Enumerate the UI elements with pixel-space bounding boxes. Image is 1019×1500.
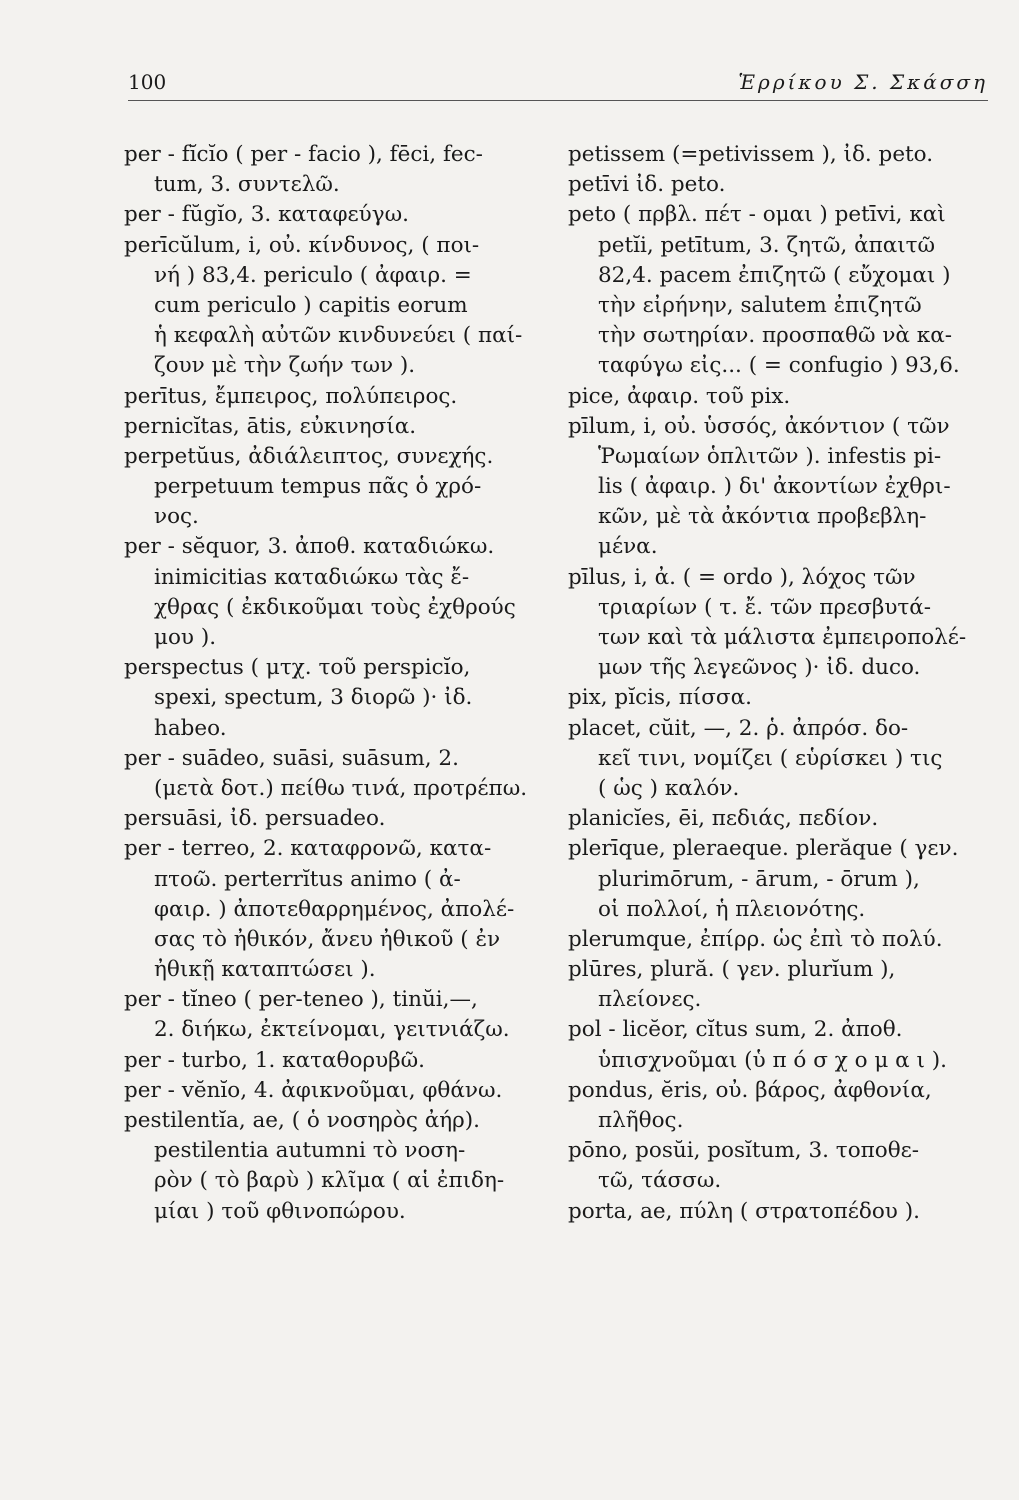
dictionary-line: persuāsi, ἰδ. persuadeo.: [124, 806, 386, 832]
dictionary-line: pestilentia autumni τὸ νοση-: [154, 1138, 466, 1164]
dictionary-line: pīlus, i, ἀ. ( = ordo ), λόχος τῶν: [568, 564, 916, 590]
dictionary-line: tum, 3. συντελῶ.: [154, 172, 340, 198]
dictionary-line: κῶν, μὲ τὰ ἀκόντια προβεβλη-: [598, 504, 927, 530]
dictionary-line: οἱ πολλοί, ἡ πλειονότης.: [598, 896, 866, 922]
page-header: [128, 66, 988, 101]
dictionary-line: per - terreo, 2. καταφρονῶ, κατα-: [124, 836, 492, 862]
dictionary-line: petīvi ἰδ. peto.: [568, 172, 726, 198]
dictionary-line: pix, pĭcis, πίσσα.: [568, 685, 752, 711]
dictionary-line: peto ( πρβλ. πέτ - ομαι ) petīvi, καὶ: [568, 202, 946, 228]
dictionary-line: ταφύγω εἰς... ( = confugio ) 93,6.: [598, 353, 960, 379]
page-number: 100: [128, 70, 167, 94]
dictionary-line: χθρας ( ἐκδικοῦμαι τοὺς ἐχθρούς: [154, 594, 516, 620]
dictionary-line: pice, ἀφαιρ. τοῦ pix.: [568, 383, 791, 409]
dictionary-line: spexi, spectum, 3 διορῶ )· ἰδ.: [154, 685, 473, 711]
dictionary-line: κεῖ τινι, νομίζει ( εὑρίσκει ) τις: [598, 745, 943, 771]
dictionary-line: pestilentĭa, ae, ( ὁ νοσηρὸς ἀήρ).: [124, 1108, 480, 1133]
dictionary-line: μου ).: [154, 625, 217, 650]
dictionary-line: σας τὸ ἠθικόν, ἄνευ ἠθικοῦ ( ἐν: [154, 926, 501, 952]
dictionary-line: per - fĭcĭo ( per - facio ), fēci, fec-: [124, 142, 483, 167]
dictionary-line: lis ( ἀφαιρ. ) δι' ἀκοντίων ἐχθρι-: [598, 474, 951, 500]
dictionary-line: 82,4. pacem ἐπιζητῶ ( εὔχομαι ): [598, 262, 951, 288]
dictionary-line: ἡ κεφαλὴ αὐτῶν κινδυνεύει ( παί-: [154, 323, 523, 349]
dictionary-line: perpetuum tempus πᾶς ὁ χρό-: [154, 474, 482, 500]
dictionary-line: ὑπισχνοῦμαι (ὑ π ό σ χ ο μ α ι ).: [598, 1047, 948, 1073]
dictionary-line: per - suādeo, suāsi, suāsum, 2.: [124, 745, 459, 771]
dictionary-line: νος.: [154, 504, 199, 530]
dictionary-line: ρὸν ( τὸ βαρὺ ) κλῖμα ( αἱ ἐπιδη-: [154, 1168, 505, 1194]
dictionary-line: ἠθικῇ καταπτώσει ).: [154, 957, 376, 983]
right-column: [568, 140, 988, 1227]
dictionary-line: perspectus ( μτχ. τοῦ perspicĭo,: [124, 655, 471, 681]
dictionary-line: pōno, posŭi, posĭtum, 3. τοποθε-: [568, 1138, 920, 1164]
dictionary-line: τὴν σωτηρίαν. προσπαθῶ νὰ κα-: [598, 323, 952, 349]
dictionary-line: 2. διήκω, ἐκτείνομαι, γειτνιάζω.: [154, 1017, 510, 1043]
dictionary-line: τὴν εἰρήνην, salutem ἐπιζητῶ: [598, 292, 922, 318]
dictionary-line: pondus, ĕris, οὐ. βάρος, ἀφθονία,: [568, 1077, 932, 1103]
running-head: Ἑρρίκου Σ. Σκάσση: [738, 70, 988, 94]
dictionary-line: μίαι ) τοῦ φθινοπώρου.: [154, 1198, 406, 1224]
dictionary-line: perpetŭus, ἀδιάλειπτος, συνεχής.: [124, 443, 494, 469]
left-column: [124, 140, 544, 1227]
dictionary-line: habeo.: [154, 715, 227, 741]
dictionary-line: plerīque, pleraeque. plerăque ( γεν.: [568, 836, 959, 862]
dictionary-line: φαιρ. ) ἀποτεθαρρημένος, ἀπολέ-: [154, 896, 515, 922]
dictionary-line: porta, ae, πύλη ( στρατοπέδου ).: [568, 1198, 920, 1224]
dictionary-line: τῶ, τάσσω.: [598, 1168, 722, 1194]
dictionary-line: πτοῶ. perterrĭtus animo ( ἀ-: [154, 866, 461, 892]
dictionary-line: pīlum, i, οὐ. ὑσσός, ἀκόντιον ( τῶν: [568, 413, 950, 439]
dictionary-line: pernicĭtas, ātis, εὐκινησία.: [124, 413, 417, 439]
dictionary-line: νή ) 83,4. periculo ( ἀφαιρ. =: [154, 262, 472, 288]
dictionary-line: perītus, ἔμπειρος, πολύπειρος.: [124, 383, 458, 409]
dictionary-line: μένα.: [598, 534, 658, 560]
dictionary-line: μων τῆς λεγεῶνος )· ἰδ. duco.: [598, 655, 921, 681]
dictionary-line: per - vĕnĭo, 4. ἀφικνοῦμαι, φθάνω.: [124, 1077, 503, 1103]
dictionary-line: plūres, plură. ( γεν. plurĭum ),: [568, 957, 896, 983]
dictionary-line: perīcŭlum, i, οὐ. κίνδυνος, ( ποι-: [124, 232, 480, 258]
dictionary-line: cum periculo ) capitis eorum: [154, 292, 468, 318]
dictionary-line: inimicitias καταδιώκω τὰς ἔ-: [154, 564, 470, 590]
dictionary-line: per - tĭneo ( per-teneo ), tinŭi,—,: [124, 987, 478, 1013]
dictionary-line: πλῆθος.: [598, 1108, 684, 1133]
dictionary-line: petĭi, petītum, 3. ζητῶ, ἀπαιτῶ: [598, 232, 936, 258]
dictionary-line: τριαρίων ( τ. ἔ. τῶν πρεσβυτά-: [598, 594, 932, 620]
dictionary-line: plerumque, ἐπίρρ. ὡς ἐπὶ τὸ πολύ.: [568, 926, 943, 952]
dictionary-line: pol - licĕor, cĭtus sum, 2. ἀποθ.: [568, 1017, 903, 1043]
dictionary-line: petissem (=petivissem ), ἰδ. peto.: [568, 142, 934, 167]
dictionary-line: (μετὰ δοτ.) πείθω τινά, προτρέπω.: [154, 775, 528, 801]
dictionary-line: των καὶ τὰ μάλιστα ἐμπειροπολέ-: [598, 625, 967, 650]
dictionary-line: per - sĕquor, 3. ἀποθ. καταδιώκω.: [124, 534, 495, 560]
dictionary-line: Ῥωμαίων ὁπλιτῶν ). infestis pi-: [598, 443, 942, 469]
dictionary-line: ( ὡς ) καλόν.: [598, 775, 740, 801]
dictionary-line: πλείονες.: [598, 987, 702, 1013]
dictionary-line: per - fŭgĭo, 3. καταφεύγω.: [124, 202, 409, 228]
dictionary-line: planicĭes, ēi, πεδιάς, πεδίον.: [568, 806, 879, 832]
dictionary-line: per - turbo, 1. καταθορυβῶ.: [124, 1047, 425, 1073]
dictionary-line: plurimōrum, - ārum, - ōrum ),: [598, 866, 920, 892]
dictionary-line: ζουν μὲ τὴν ζωήν των ).: [154, 353, 416, 379]
dictionary-line: placet, cŭit, —, 2. ῥ. ἀπρόσ. δο-: [568, 715, 909, 741]
